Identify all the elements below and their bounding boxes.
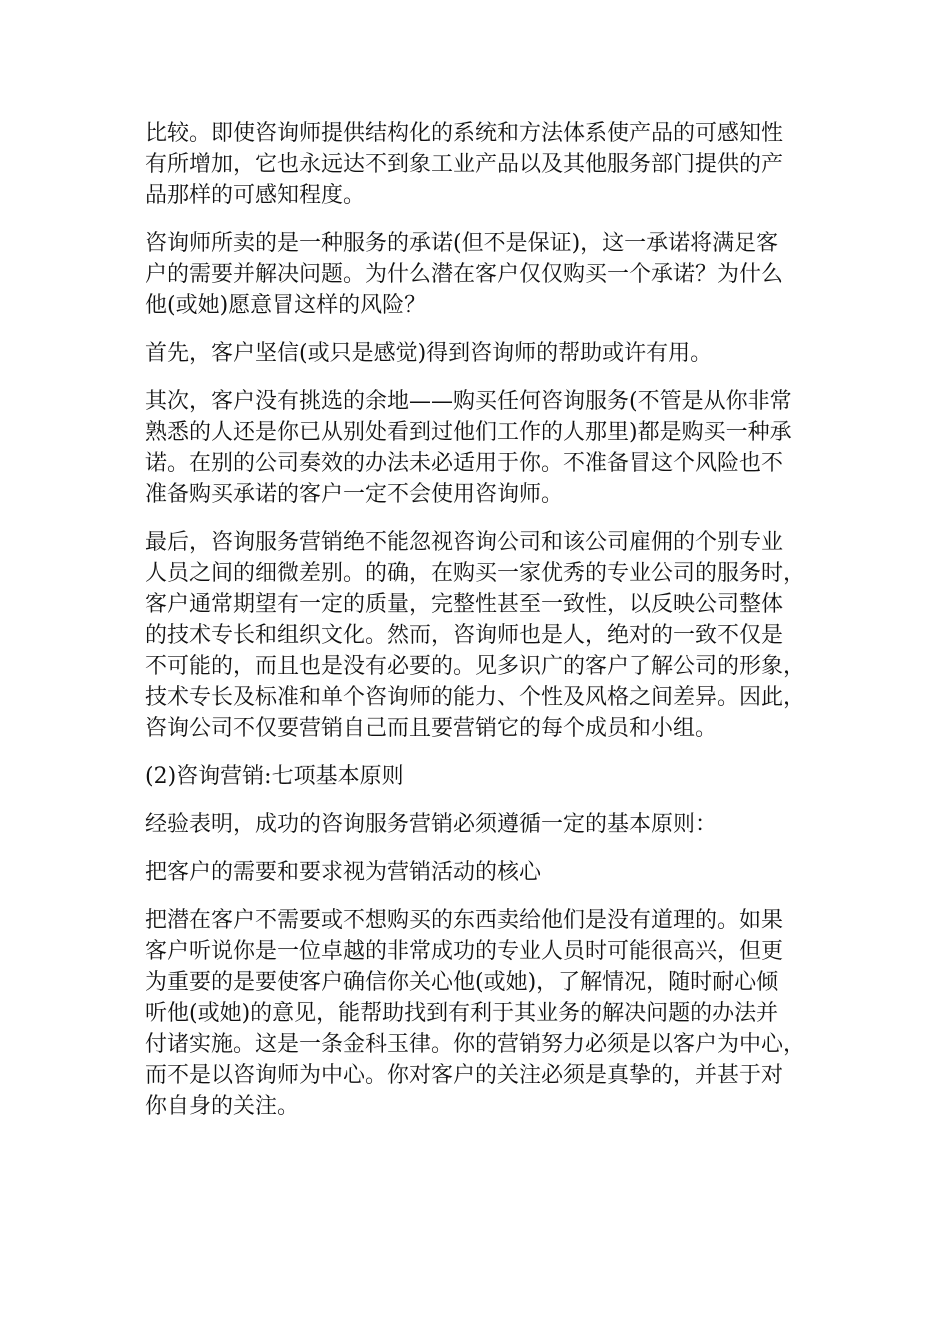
document-page [145,118,810,1139]
paragraph-first-reason: 首先，客户坚信(或只是感觉)得到咨询师的帮助或许有用。 [145,341,713,366]
principle-heading-client-needs: 把客户的需要和要求视为营销活动的核心 [145,860,542,885]
paragraph-second-reason: 其次，客户没有挑选的余地——购买任何咨询服务(不管是从你非常 熟悉的人还是你已从别处看到过他们工作的人那里)都是购买一种承 诺。在别的公司奏效的办法未必适用于你。不准备冒这个风险也不 准备购买承诺的客户一定不会使用咨询师。 [145,389,792,507]
section-heading-seven-principles: (2)咨询营销:七项基本原则 [145,764,404,789]
paragraph-client-focus: 把潜在客户不需要或不想购买的东西卖给他们是没有道理的。如果 客户听说你是一位卓越的非常成功的专业人员时可能很高兴，但更 为重要的是要使客户确信你关心他(或她)，了解情况，随时耐心倾 听他(或她)的意见，能帮助找到有利于其业务的解决问题的办法并 付诸实施。这是一条金科玉律。你的营销努力必须是以客户为中心， 而不是以咨询师为中心。你对客户的关注必须是真挚的，并甚于对 你自身的关注。 [145,908,806,1119]
paragraph-service-promise: 咨询师所卖的是一种服务的承诺(但不是保证)，这一承诺将满足客 户的需要并解决问题。为什么潜在客户仅仅购买一个承诺？为什么 他(或她)愿意冒这样的风险？ [145,231,784,318]
paragraph-experience: 经验表明，成功的咨询服务营销必须遵循一定的基本原则： [145,812,718,837]
paragraph-tangibility: 比较。即使咨询师提供结构化的系统和方法体系使产品的可感知性 有所增加，它也永远达不到象工业产品以及其他服务部门提供的产 品那样的可感知程度。 [145,121,784,208]
paragraph-last-reason: 最后，咨询服务营销绝不能忽视咨询公司和该公司雇佣的个别专业 人员之间的细微差别。的确，在购买一家优秀的专业公司的服务时， 客户通常期望有一定的质量，完整性甚至一致性，以反映公司整体 的技术专长和组织文化。然而，咨询师也是人，绝对的一致不仅是 不可能的，而且也是没有必要的。见多识广的客户了解公司的形象， 技术专长及标准和单个咨询师的能力、个性及风格之间差异。因此， 咨询公司不仅要营销自己而且要营销它的每个成员和小组。 [145,530,806,741]
